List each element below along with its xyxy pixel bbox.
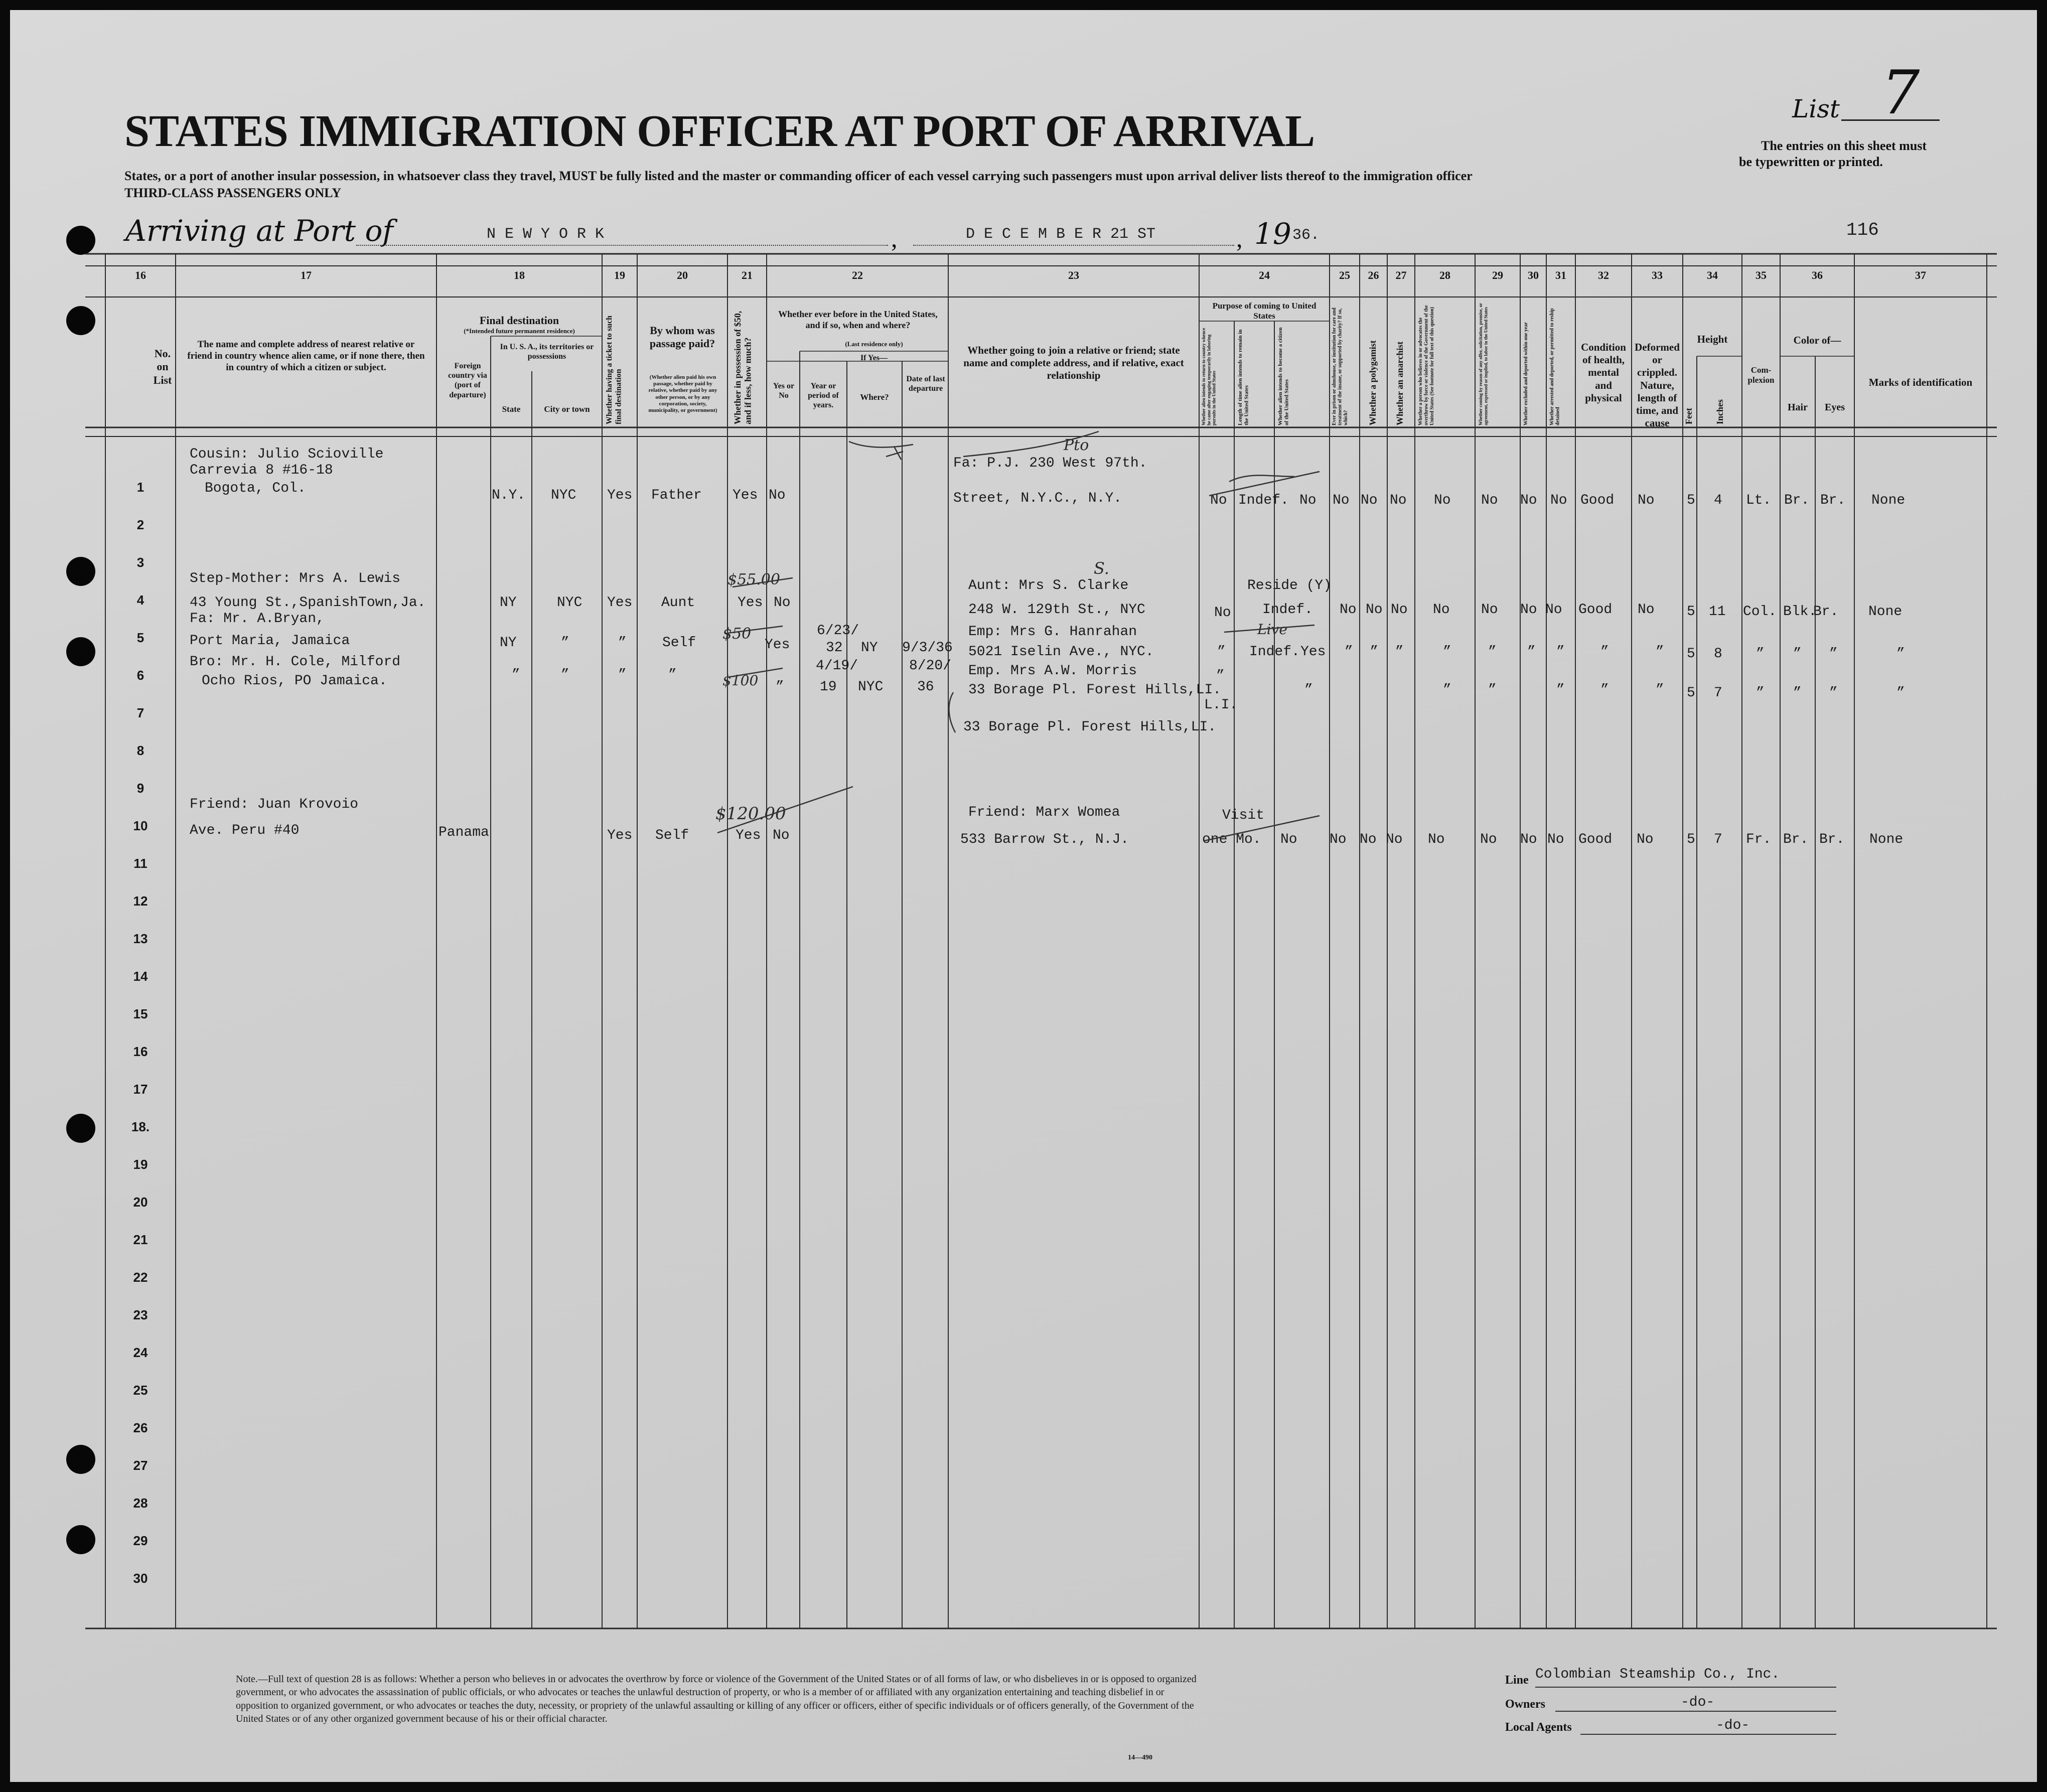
ditto: ” bbox=[1896, 685, 1905, 701]
relative-name: Step-Mother: Mrs A. Lewis bbox=[190, 571, 401, 586]
q29: No bbox=[1481, 493, 1498, 508]
dest-city: NYC bbox=[557, 595, 582, 611]
line-label: Line bbox=[1505, 1674, 1529, 1687]
purpose-visit: Visit bbox=[1222, 808, 1265, 823]
typewritten-note: The entries on this sheet must bbox=[1761, 138, 1927, 153]
money: Yes bbox=[736, 828, 761, 843]
marks: None bbox=[1868, 604, 1903, 620]
handwritten-note: S. bbox=[1094, 559, 1109, 578]
owners-underline bbox=[1555, 1711, 1836, 1712]
purpose-return: No bbox=[1214, 605, 1231, 621]
health: Good bbox=[1578, 832, 1613, 847]
header-passage-note: (Whether alien paid his own passage, whether paid by relative, whether paid by any other person, or by any corporation, society, municipality, or government) bbox=[648, 374, 717, 413]
row-number: 12 bbox=[133, 893, 148, 909]
q29: No bbox=[1480, 832, 1497, 847]
joining-line-1: Emp: Mrs G. Hanrahan bbox=[968, 624, 1137, 640]
ditto: ” bbox=[1756, 646, 1765, 662]
ditto: ” bbox=[668, 667, 677, 683]
ditto: ” bbox=[1556, 644, 1565, 660]
arriving-label: Arriving at Port of bbox=[125, 214, 393, 248]
year-prefix: 19 bbox=[1254, 217, 1291, 251]
length-of-stay: Indef. bbox=[1238, 493, 1289, 508]
row-number: 20 bbox=[133, 1194, 148, 1210]
q27: No bbox=[1386, 832, 1403, 847]
header-in-usa: In U. S. A., its territories or possessions bbox=[500, 343, 594, 361]
height-feet: 5 bbox=[1687, 493, 1695, 508]
joining-line-1: Fa: P.J. 230 West 97th. bbox=[953, 456, 1147, 471]
relative-name: Fa: Mr. A.Bryan, bbox=[190, 611, 325, 627]
header-year-period: Year or period of years. bbox=[808, 382, 839, 410]
column-number: 17 bbox=[301, 269, 312, 281]
manifest-sheet bbox=[10, 10, 2037, 1782]
agents-label: Local Agents bbox=[1505, 1721, 1572, 1734]
length-of-stay: Indef. bbox=[1262, 602, 1313, 618]
dest-city: ” bbox=[561, 635, 569, 651]
row-number: 23 bbox=[133, 1307, 148, 1322]
header-money: Whether in possession of $50, and if less, how much? bbox=[733, 311, 753, 424]
list-label: List bbox=[1792, 94, 1840, 123]
line-underline bbox=[1535, 1687, 1836, 1688]
relative-address: Port Maria, Jamaica bbox=[190, 633, 350, 649]
eyes: Br. bbox=[1819, 832, 1845, 847]
marks: None bbox=[1869, 832, 1904, 847]
ticket: ” bbox=[618, 635, 627, 651]
row-number: 5 bbox=[136, 630, 144, 645]
comma: , bbox=[891, 224, 898, 252]
line-value: Colombian Steamship Co., Inc. bbox=[1535, 1667, 1780, 1682]
header-last-residence: (Last residence only) bbox=[845, 340, 903, 348]
where: NY bbox=[861, 640, 878, 656]
dest-state: NY bbox=[500, 635, 517, 651]
header-c25: Ever in prison or almshouse, or institution for care and treatment of the insane, or supported by charity? If so, which? bbox=[1332, 308, 1349, 425]
q28: No bbox=[1428, 832, 1445, 847]
foreign-country: Panama bbox=[438, 825, 489, 840]
row-number: 8 bbox=[136, 743, 144, 758]
ditto: ” bbox=[1756, 685, 1765, 701]
port-value: N E W Y O R K bbox=[487, 226, 605, 243]
header-purpose-b: Length of time alien intends to remain in the United States bbox=[1237, 329, 1250, 425]
header-where: Where? bbox=[860, 392, 889, 402]
q25: No bbox=[1330, 832, 1347, 847]
joining-line-1: Friend: Marx Womea bbox=[968, 805, 1120, 820]
length-of-stay: one Mo. bbox=[1202, 832, 1261, 847]
column-number: 36 bbox=[1812, 269, 1823, 281]
before-in-us: No bbox=[774, 595, 791, 611]
dest-state: NY bbox=[500, 595, 517, 611]
row-number: 27 bbox=[133, 1458, 148, 1473]
q30: No bbox=[1520, 602, 1537, 618]
passage-paid: Father bbox=[651, 488, 702, 503]
relative-address: 43 Young St.,SpanishTown,Ja. bbox=[190, 595, 426, 611]
joining-line-3: L.I. bbox=[1204, 697, 1238, 713]
row-number: 1 bbox=[136, 480, 144, 495]
ditto: ” bbox=[618, 667, 627, 683]
header-state: State bbox=[502, 404, 521, 414]
joining-line-2: 533 Barrow St., N.J. bbox=[960, 832, 1129, 847]
ditto: ” bbox=[1395, 644, 1404, 660]
row-number: 21 bbox=[133, 1232, 148, 1247]
row-number: 10 bbox=[133, 818, 148, 833]
column-number: 24 bbox=[1259, 269, 1270, 281]
footnote: Note.—Full text of question 28 is as follows: Whether a person who believes in or advocates the overthrow by force or violence of the Government of the United States or of all forms of law, or who disbelieves in or is opposed to organized government, or who advocates the assassination of public officials, or who advocates or teaches the unlawful destruction of property, or who is a member of or affiliated with any organization entertaining and teaching disbelief in or opposition to organized government, or who advocates or teaches the duty, necessity, or propriety of the unlawful assaulting or killing of any officer or officers, either of specific individuals or of officers generally, of the Government of the United States or of any other organized government because of his or their official character. bbox=[236, 1674, 1197, 1725]
year-suffix: 36. bbox=[1292, 227, 1320, 244]
header-purpose-a: Whether alien intends to return to country whence he came after engaging temporarily in laboring pursuits in the United States bbox=[1201, 328, 1217, 425]
ditto: ” bbox=[1370, 644, 1379, 660]
column-number: 19 bbox=[614, 269, 625, 281]
passage-paid: Aunt bbox=[661, 595, 695, 611]
complexion: Lt. bbox=[1746, 493, 1772, 508]
height-feet: 5 bbox=[1687, 646, 1695, 662]
q26: No bbox=[1361, 493, 1378, 508]
height-inches: 8 bbox=[1714, 646, 1722, 662]
before-in-us: ” bbox=[776, 679, 784, 695]
citizen-intent: Yes bbox=[1300, 644, 1326, 660]
header-hair: Hair bbox=[1788, 402, 1808, 413]
q28: No bbox=[1433, 602, 1450, 618]
dest-state: N.Y. bbox=[492, 488, 526, 503]
relative-address: Carrevia 8 #16-18 bbox=[190, 463, 333, 478]
citizen-intent: No bbox=[1299, 493, 1317, 508]
column-number: 34 bbox=[1707, 269, 1718, 281]
row-number: 15 bbox=[133, 1006, 148, 1021]
header-deformed: Deformed or crippled. Nature, length of time, and cause bbox=[1635, 341, 1680, 429]
header-c26: Whether a polygamist bbox=[1368, 340, 1378, 425]
purpose-reside: Reside (Y) bbox=[1247, 578, 1332, 593]
relative-name: Friend: Juan Krovoio bbox=[190, 797, 359, 812]
q27: No bbox=[1391, 602, 1408, 618]
row-number: 4 bbox=[136, 592, 144, 608]
citizen-intent: No bbox=[1280, 832, 1297, 847]
q30: No bbox=[1520, 832, 1537, 847]
ditto: ” bbox=[561, 667, 569, 683]
q25: No bbox=[1340, 602, 1357, 618]
row-number: 3 bbox=[136, 555, 144, 570]
height-feet: 5 bbox=[1687, 685, 1695, 701]
height-inches: 7 bbox=[1714, 832, 1722, 847]
column-number: 22 bbox=[852, 269, 863, 281]
ditto: ” bbox=[512, 667, 520, 683]
header-foreign-country: Foreign country via (port of departure) bbox=[448, 362, 487, 399]
header-final-destination-note: (*Intended future permanent residence) bbox=[464, 327, 575, 335]
header-c29: Whether coming by reason of any offer, solicitation, promise, or agreement, expressed or implied, to labor in the United States bbox=[1478, 303, 1489, 425]
ditto: ” bbox=[1829, 646, 1838, 662]
hair: Blk. bbox=[1783, 604, 1817, 620]
ditto: ” bbox=[1304, 682, 1313, 698]
header-color-of: Color of— bbox=[1793, 334, 1841, 346]
joining-line-1: Emp. Mrs A.W. Morris bbox=[968, 663, 1137, 679]
header-complexion: Com- plexion bbox=[1747, 365, 1775, 385]
hair: Br. bbox=[1783, 832, 1809, 847]
column-number: 20 bbox=[677, 269, 688, 281]
column-number: 25 bbox=[1339, 269, 1350, 281]
q31: No bbox=[1550, 493, 1567, 508]
column-number: 28 bbox=[1439, 269, 1450, 281]
ditto: ” bbox=[1896, 646, 1905, 662]
header-date-last: Date of last departure bbox=[906, 375, 945, 393]
row-number: 11 bbox=[133, 856, 148, 871]
joining-line-2: 33 Borage Pl. Forest Hills,LI. bbox=[968, 682, 1222, 698]
column-number: 21 bbox=[742, 269, 753, 281]
column-number: 16 bbox=[135, 269, 146, 281]
height-inches: 7 bbox=[1714, 685, 1722, 701]
column-number: 18 bbox=[514, 269, 525, 281]
form-number: 14—490 bbox=[1128, 1754, 1152, 1761]
handwritten-note: Live bbox=[1257, 621, 1287, 638]
row-number: 9 bbox=[136, 781, 144, 796]
ditto: ” bbox=[1600, 644, 1609, 660]
q31: No bbox=[1545, 602, 1562, 618]
row-number: 13 bbox=[133, 931, 148, 946]
q25: No bbox=[1333, 493, 1350, 508]
money: Yes bbox=[738, 595, 763, 611]
passage-paid: Self bbox=[662, 635, 696, 651]
row-number: 26 bbox=[133, 1420, 148, 1435]
year-period: 32 bbox=[826, 640, 843, 656]
header-eyes: Eyes bbox=[1825, 402, 1845, 413]
joining-line-2: 5021 Iselin Ave., NYC. bbox=[968, 644, 1154, 660]
column-number: 31 bbox=[1555, 269, 1566, 281]
ditto: ” bbox=[1443, 682, 1451, 698]
header-purpose-c: Whether alien intends to become a citizen of the United States bbox=[1277, 327, 1290, 425]
row-number: 16 bbox=[133, 1044, 148, 1059]
q26: No bbox=[1366, 602, 1383, 618]
ticket: Yes bbox=[607, 488, 633, 503]
row-number: 22 bbox=[133, 1270, 148, 1285]
column-number: 33 bbox=[1652, 269, 1663, 281]
health: Good bbox=[1578, 602, 1613, 618]
header-yes-no: Yes or No bbox=[773, 382, 795, 400]
q31: No bbox=[1547, 832, 1564, 847]
header-before-in-us: Whether ever before in the United States, and if so, when and where? bbox=[778, 309, 938, 330]
ditto: ” bbox=[1829, 685, 1838, 701]
year-period: 19 bbox=[820, 679, 837, 695]
ditto: ” bbox=[1656, 682, 1664, 698]
joining-line-2: Street, N.Y.C., N.Y. bbox=[953, 491, 1122, 506]
height-inches: 4 bbox=[1714, 493, 1722, 508]
height-inches: 11 bbox=[1709, 604, 1726, 620]
header-marks: Marks of identification bbox=[1868, 376, 1973, 388]
joining-line-1: Aunt: Mrs S. Clarke bbox=[968, 578, 1129, 593]
typewritten-note: be typewritten or printed. bbox=[1739, 155, 1883, 169]
before-in-us: Yes bbox=[765, 637, 790, 653]
ticket: Yes bbox=[607, 828, 633, 843]
header-c31: Whether arrested and deported, or permitted to reship detained bbox=[1549, 308, 1561, 425]
complexion: Col. bbox=[1743, 604, 1777, 620]
year-first: 6/23/ bbox=[817, 623, 859, 639]
deformed: No bbox=[1637, 832, 1654, 847]
joining-line-4: 33 Borage Pl. Forest Hills,LI. bbox=[963, 719, 1217, 735]
before-in-us: No bbox=[773, 828, 790, 843]
row-number: 28 bbox=[133, 1496, 148, 1511]
ditto: ” bbox=[1793, 646, 1802, 662]
q27: No bbox=[1390, 493, 1407, 508]
ditto: ” bbox=[1488, 644, 1497, 660]
date-value: D E C E M B E R 21 ST bbox=[966, 226, 1156, 243]
header-health: Condition of health, mental and physical bbox=[1581, 341, 1626, 404]
height-feet: 5 bbox=[1687, 604, 1695, 620]
deformed: No bbox=[1638, 602, 1655, 618]
form-subtitle: States, or a port of another insular possession, in whatsoever class they travel, MUST be fully listed and the master or commanding officer of each vessel carrying such passengers must upon arrival deliver lists thereof to the immigration officer bbox=[124, 169, 1473, 183]
handwritten-money: $50 bbox=[722, 625, 752, 643]
handwritten-strokes bbox=[10, 10, 2037, 1782]
header-c30: Whether excluded and deported within one year bbox=[1523, 322, 1529, 425]
list-number: 7 bbox=[1881, 58, 1920, 128]
column-number: 29 bbox=[1492, 269, 1503, 281]
q30: No bbox=[1520, 493, 1537, 508]
row-number: 29 bbox=[133, 1533, 148, 1548]
column-number: 30 bbox=[1528, 269, 1539, 281]
header-height: Height bbox=[1697, 333, 1728, 345]
form-title: STATES IMMIGRATION OFFICER AT PORT OF ARRIVAL bbox=[124, 106, 1315, 156]
ditto: ” bbox=[1793, 685, 1802, 701]
header-c28: Whether a person who believes in or advocates the overthrow by force or violence of the Government of the United States (See footnote for full text of this question) bbox=[1418, 305, 1435, 425]
where: NYC bbox=[858, 679, 884, 695]
header-purpose: Purpose of coming to United States bbox=[1212, 301, 1317, 321]
column-number: 27 bbox=[1395, 269, 1407, 281]
last-departure: 8/20/ bbox=[909, 658, 952, 674]
row-number: 25 bbox=[133, 1383, 148, 1398]
height-feet: 5 bbox=[1687, 832, 1695, 847]
agents-underline bbox=[1580, 1734, 1836, 1735]
row-number: 2 bbox=[136, 517, 144, 532]
row-number: 30 bbox=[133, 1571, 148, 1586]
ditto: ” bbox=[1216, 668, 1225, 684]
relative-city: Bogota, Col. bbox=[205, 481, 306, 496]
complexion: Fr. bbox=[1746, 832, 1772, 847]
relative-name: Cousin: Julio Scioville bbox=[190, 446, 384, 462]
eyes: Br. bbox=[1820, 493, 1846, 508]
relative-address: Ocho Rios, PO Jamaica. bbox=[202, 673, 387, 689]
length-of-stay: Indef. bbox=[1249, 644, 1300, 660]
handwritten-note: Pto bbox=[1064, 436, 1089, 454]
header-passage-paid: By whom was passage paid? bbox=[649, 324, 715, 350]
ditto: ” bbox=[1527, 644, 1536, 660]
header-final-destination: Final destination bbox=[479, 314, 559, 327]
health: Good bbox=[1580, 493, 1615, 508]
hair: Br. bbox=[1784, 493, 1810, 508]
row-number: 14 bbox=[133, 969, 148, 984]
handwritten-money: $55.00 bbox=[727, 571, 780, 588]
row-number: 17 bbox=[133, 1082, 148, 1097]
before-in-us: No bbox=[769, 488, 786, 503]
ditto: ” bbox=[1556, 682, 1565, 698]
header-inches: Inches bbox=[1715, 399, 1725, 424]
header-joining: Whether going to join a relative or friend; state name and complete address, and if relative, exact relationship bbox=[963, 344, 1184, 382]
joining-line-2: 248 W. 129th St., NYC bbox=[968, 602, 1145, 618]
q28: No bbox=[1434, 493, 1451, 508]
last-departure: 9/3/36 bbox=[902, 640, 953, 656]
column-number: 37 bbox=[1915, 269, 1926, 281]
ticket: Yes bbox=[607, 595, 633, 611]
purpose-return: No bbox=[1210, 493, 1227, 508]
ditto: ” bbox=[1600, 682, 1609, 698]
column-number: 35 bbox=[1756, 269, 1767, 281]
ditto: ” bbox=[1488, 682, 1497, 698]
handwritten-money: $100 bbox=[722, 672, 759, 689]
deformed: No bbox=[1638, 493, 1655, 508]
purpose-return: ” bbox=[1217, 644, 1226, 660]
owners-value: -do- bbox=[1681, 1695, 1715, 1710]
year-first: 4/19/ bbox=[816, 658, 858, 674]
header-relative-abroad: The name and complete address of nearest relative or friend in country whence alien came, or if none there, then in country of which a citizen or subject. bbox=[187, 339, 425, 373]
row-number: 24 bbox=[133, 1345, 148, 1360]
header-feet: Feet bbox=[1684, 408, 1694, 424]
column-number: 32 bbox=[1598, 269, 1609, 281]
page-number: 116 bbox=[1846, 220, 1879, 240]
header-c27: Whether an anarchist bbox=[1395, 341, 1405, 425]
relative-address: Ave. Peru #40 bbox=[190, 823, 300, 838]
column-number: 26 bbox=[1368, 269, 1379, 281]
ditto: ” bbox=[1656, 644, 1664, 660]
row-number: 6 bbox=[136, 668, 144, 683]
row-number: 18. bbox=[131, 1119, 150, 1134]
q29: No bbox=[1481, 602, 1498, 618]
class-line: THIRD-CLASS PASSENGERS ONLY bbox=[124, 186, 342, 200]
handwritten-money: $120.00 bbox=[715, 804, 786, 824]
agents-value: -do- bbox=[1716, 1718, 1750, 1733]
header-ticket: Whether having a ticket to such final destination bbox=[605, 315, 623, 424]
eyes: Br. bbox=[1813, 604, 1839, 620]
marks: None bbox=[1871, 493, 1906, 508]
q26: No bbox=[1360, 832, 1377, 847]
comma: , bbox=[1236, 224, 1243, 252]
ditto: ” bbox=[1345, 644, 1353, 660]
owners-label: Owners bbox=[1505, 1698, 1545, 1711]
ditto: ” bbox=[1443, 644, 1451, 660]
header-if-yes: If Yes— bbox=[860, 354, 888, 362]
dest-city: NYC bbox=[551, 488, 576, 503]
money: Yes bbox=[733, 488, 758, 503]
header-no-on-list: No. on List bbox=[153, 347, 172, 386]
header-city: City or town bbox=[544, 404, 590, 414]
last-departure-year: 36 bbox=[917, 679, 934, 695]
passage-paid: Self bbox=[655, 828, 689, 843]
row-number: 7 bbox=[136, 705, 144, 720]
row-number: 19 bbox=[133, 1157, 148, 1172]
relative-name: Bro: Mr. H. Cole, Milford bbox=[190, 654, 401, 670]
column-number: 23 bbox=[1068, 269, 1079, 281]
